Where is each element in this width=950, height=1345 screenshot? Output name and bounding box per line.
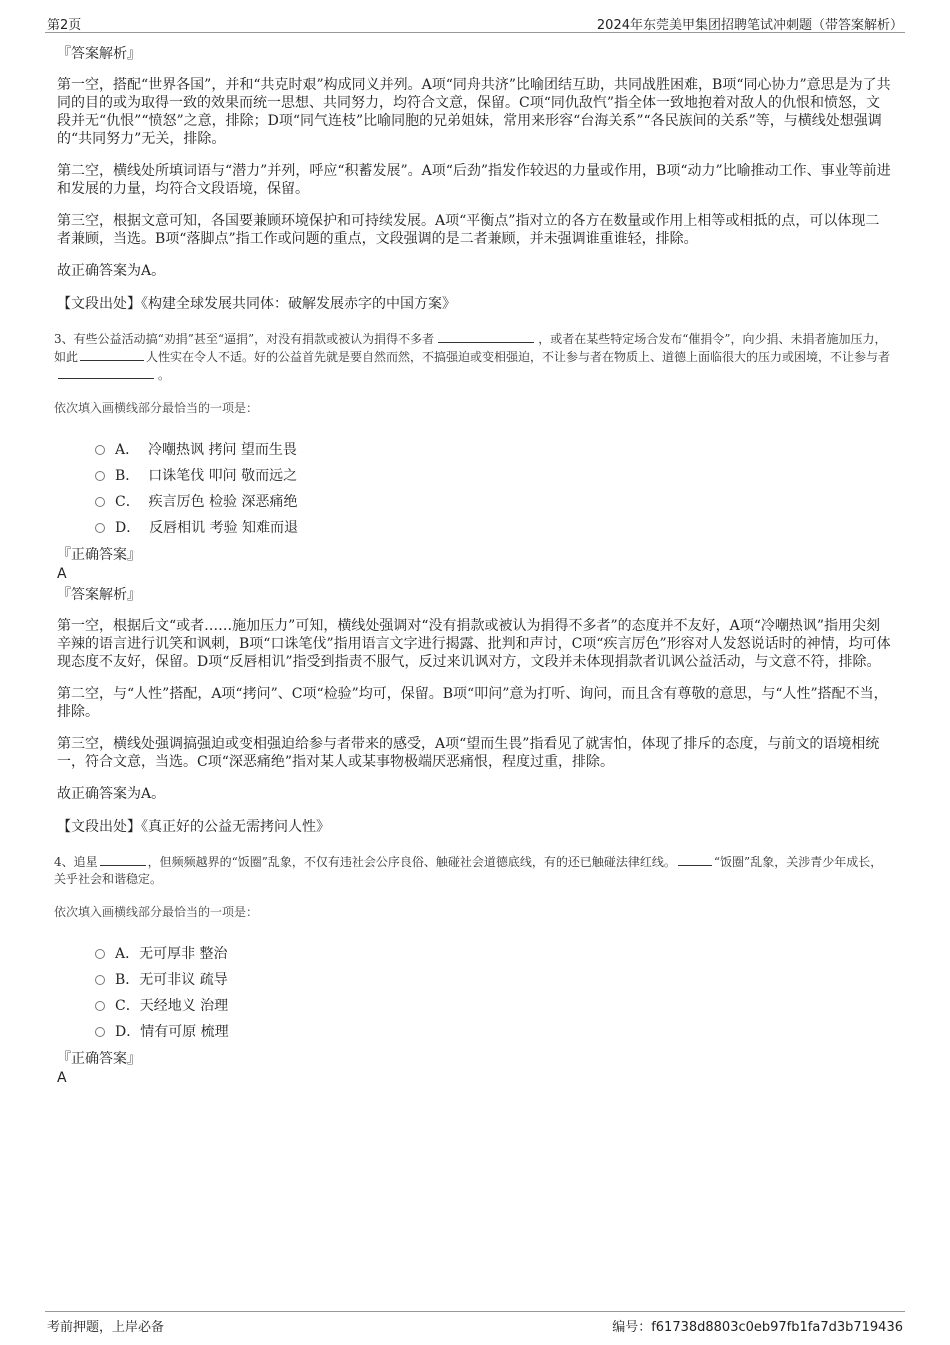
- option-b[interactable]: B． 口诛笔伐 叩问 敬而远之: [95, 463, 893, 489]
- question-stem: 3、有些公益活动搞“劝捐”甚至“逼捐”，对没有捐款或被认为捐得不多者 ，或者在某些特定场合发布“催捐令”，向少捐、未捐者施加压力，如此 人性实在令人不适。好的公益首先就是要自然而然，不搞强迫或变相强迫，不让参与者在物质上、道德上面临很大的压力或困境，不让参与者。: [54, 332, 891, 382]
- correct-answer: A: [57, 1070, 67, 1086]
- radio-button[interactable]: [95, 523, 105, 533]
- q2-analysis: [57, 44, 893, 314]
- correct-answer-label: 『正确答案』: [57, 1051, 141, 1067]
- page-number: 第2页: [47, 18, 82, 33]
- radio-button[interactable]: [95, 975, 105, 985]
- document-id: 编号：f61738d8803c0eb97fb1fa7d3b719436: [612, 1320, 903, 1335]
- radio-button[interactable]: [95, 471, 105, 481]
- option-b[interactable]: B．无可非议 疏导: [95, 967, 893, 993]
- option-a[interactable]: A．无可厚非 整治: [95, 941, 893, 967]
- analysis-paragraph: 第一空，搭配“世界各国”，并和“共克时艰”构成同义并列。A项“同舟共济”比喻团结互助，共同战胜困难，B项“同心协力”意思是为了共同的目的或为取得一致的效果而统一思想、共同努力，均符合文意，保留。C项“同仇敌忾”指全体一致地抱着对敌人的仇恨和愤怒，文段并无“仇恨”“愤怒”之意，排除；D项“同气连枝”比喻同胞的兄弟姐妹，常用来形容“台海关系”“各民族间的关系”等，与横线处想强调的“共同努力”无关，排除。: [57, 77, 891, 147]
- analysis-paragraph: 第一空，根据后文“或者……施加压力”可知，横线处强调对“没有捐款或被认为捐得不多者”的态度并不友好，A项“冷嘲热讽”指用尖刻辛辣的语言进行讥笑和讽刺，B项“口诛笔伐”指用语言文字进行揭露、批判和声讨，C项“疾言厉色”形容对人发怒说话时的神情，均可体现态度不友好，保留。D项“反唇相讥”指受到指责不服气，反过来讥讽对方，文段并未体现捐款者讥讽公益活动，与文意不符，排除。: [57, 618, 891, 670]
- analysis-conclusion: 故正确答案为A。: [57, 786, 166, 802]
- analysis-paragraph: 第二空，横线处所填词语与“潜力”并列，呼应“积蓄发展”。A项“后劲”指发作较迟的力量或作用，B项“动力”比喻推动工作、事业等前进和发展的力量，均符合文段语境，保留。: [57, 163, 891, 197]
- radio-button[interactable]: [95, 1027, 105, 1037]
- radio-button[interactable]: [95, 1001, 105, 1011]
- answer-blank: [678, 853, 712, 866]
- radio-button[interactable]: [95, 949, 105, 959]
- analysis-label: 『答案解析』: [57, 46, 141, 62]
- option-a[interactable]: A． 冷嘲热讽 拷问 望而生畏: [95, 437, 893, 463]
- radio-button[interactable]: [95, 497, 105, 507]
- document-title: 2024年东莞美甲集团招聘笔试冲刺题（带答案解析）: [596, 18, 903, 33]
- analysis-paragraph: 第三空，根据文意可知，各国要兼顾环境保护和可持续发展。A项“平衡点”指对立的各方在数量或作用上相等或相抵的点，可以体现二者兼顾，当选。B项“落脚点”指工作或问题的重点，文段强调的是二者兼顾，并未强调谁重谁轻，排除。: [57, 213, 880, 247]
- question-stem: 4、追星 ，但频频越界的“饭圈”乱象，不仅有违社会公序良俗、触碰社会道德底线，有的还已触碰法律红线。 “饭圈”乱象，关涉青少年成长，关乎社会和谐稳定。: [54, 855, 883, 886]
- answer-blank: [80, 348, 144, 361]
- option-c[interactable]: C．天经地义 治理: [95, 993, 893, 1019]
- option-list: [95, 941, 893, 1045]
- page-content: [54, 44, 893, 1087]
- question-prompt: 依次填入画横线部分最恰当的一项是：: [54, 401, 259, 415]
- answer-blank: [100, 853, 146, 866]
- source-citation: 【文段出处】《构建全球发展共同体：破解发展赤字的中国方案》: [57, 296, 456, 312]
- option-d[interactable]: D． 反唇相讥 考验 知难而退: [95, 515, 893, 541]
- question-prompt: 依次填入画横线部分最恰当的一项是：: [54, 905, 259, 919]
- radio-button[interactable]: [95, 445, 105, 455]
- analysis-paragraph: 第二空，与“人性”搭配，A项“拷问”、C项“检验”均可，保留。B项“叩问”意为打听、询问，而且含有尊敬的意思，与“人性”搭配不当，排除。: [57, 686, 888, 720]
- analysis-paragraph: 第三空，横线处强调搞强迫或变相强迫给参与者带来的感受，A项“望而生畏”指看见了就害怕，体现了排斥的态度，与前文的语境相统一，符合文意，当选。C项“深恶痛绝”指对某人或某事物极端厌恶痛恨，程度过重，排除。: [57, 736, 880, 770]
- footer-slogan: 考前押题，上岸必备: [47, 1320, 165, 1335]
- option-d[interactable]: D．情有可原 梳理: [95, 1019, 893, 1045]
- option-c[interactable]: C． 疾言厉色 检验 深恶痛绝: [95, 489, 893, 515]
- question-3: [54, 330, 893, 837]
- correct-answer-label: 『正确答案』: [57, 547, 141, 563]
- option-list: [95, 437, 893, 541]
- question-4: [54, 853, 893, 1087]
- analysis-conclusion: 故正确答案为A。: [57, 263, 166, 279]
- page-header: [45, 10, 905, 33]
- correct-answer: A: [57, 566, 67, 582]
- source-citation: 【文段出处】《真正好的公益无需拷问人性》: [57, 819, 330, 835]
- analysis-label: 『答案解析』: [57, 587, 141, 603]
- answer-blank: [58, 366, 154, 379]
- answer-blank: [438, 330, 534, 343]
- page-footer: [45, 1311, 905, 1336]
